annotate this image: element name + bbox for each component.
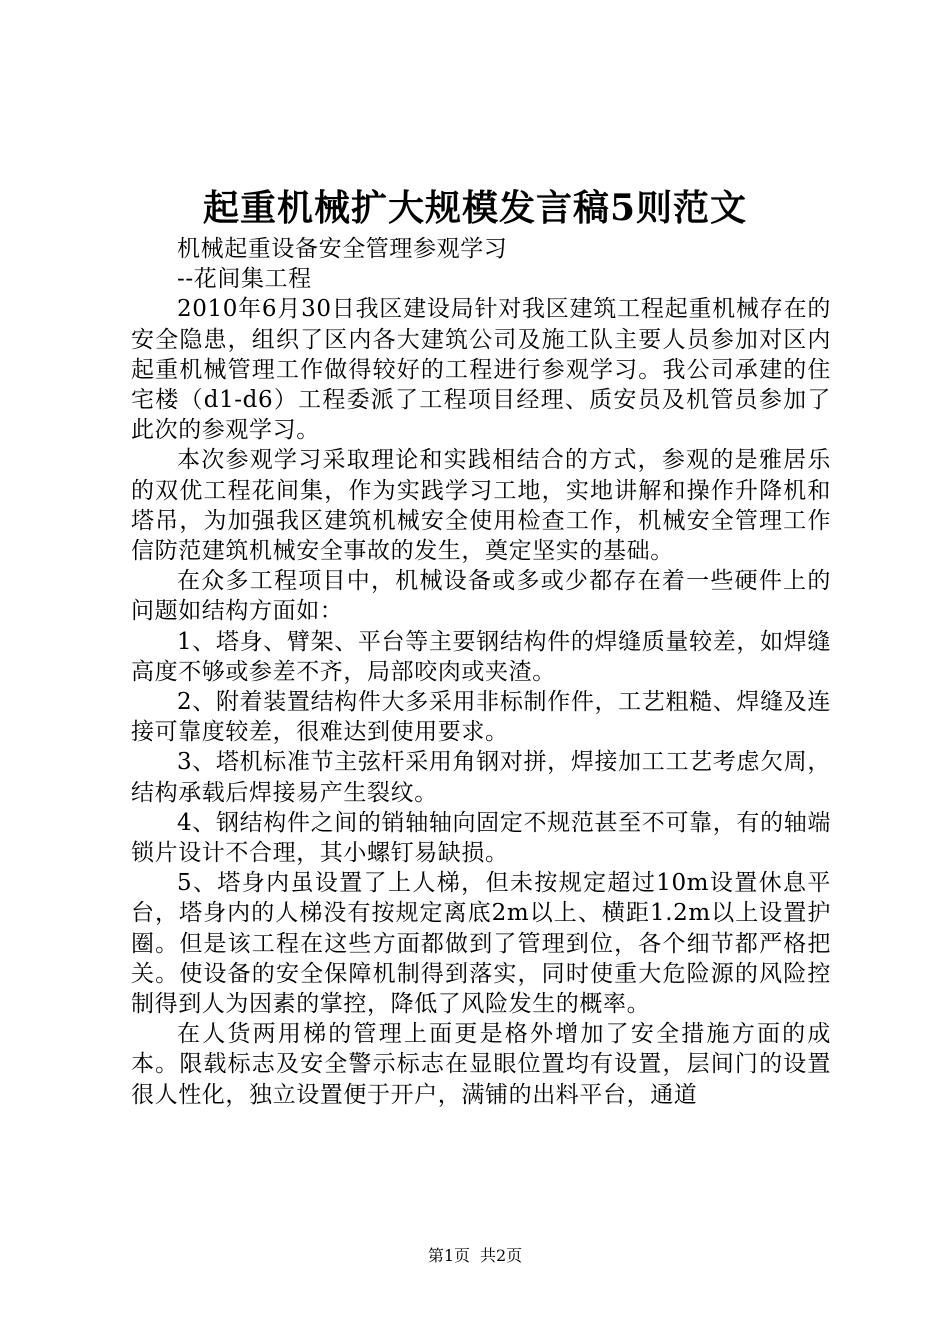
list-item-3: 3、塔机标准节主弦杆采用角钢对拼，焊接加工工艺考虑欠周，结构承载后焊接易产生裂纹。	[131, 749, 831, 806]
list-item-4: 4、钢结构件之间的销轴轴向固定不规范甚至不可靠，有的轴端锁片设计不合理，其小螺钉易缺损。	[131, 809, 831, 867]
document-body	[131, 234, 831, 1110]
page-number-current: 第1页	[427, 1246, 470, 1265]
page-number-total: 共2页	[480, 1246, 523, 1265]
list-item-2: 2、附着装置结构件大多采用非标制作件，工艺粗糙、焊缝及连接可靠度较差，很难达到使用要求。	[131, 689, 831, 746]
paragraph-2: 本次参观学习采取理论和实践相结合的方式，参观的是雅居乐的双优工程花间集，作为实践学习工地，实地讲解和操作升降机和塔吊，为加强我区建筑机械安全使用检查工作，机械安全管理工作信防范建筑机械安全事故的发生，奠定坚实的基础。	[131, 447, 831, 565]
subtitle-line-2: --花间集工程	[177, 266, 312, 293]
page-footer	[0, 1245, 950, 1267]
document-title: 起重机械扩大规模发言稿5则范文	[202, 187, 748, 229]
subtitle-line-1: 机械起重设备安全管理参观学习	[177, 236, 508, 262]
paragraph-3: 在众多工程项目中，机械设备或多或少都存在着一些硬件上的问题如结构方面如：	[131, 568, 831, 625]
list-item-5: 5、塔身内虽设置了上人梯，但未按规定超过10m设置休息平台，塔身内的人梯没有按规定离底2m以上、横距1.2m以上设置护圈。但是该工程在这些方面都做到了管理到位，各个细节都严格把关。使设备的安全保障机制得到落实，同时使重大危险源的风险控制得到人为因素的掌控，降低了风险发生的概率。	[131, 870, 831, 1018]
list-item-1: 1、塔身、臂架、平台等主要钢结构件的焊缝质量较差，如焊缝高度不够或参差不齐，局部咬肉或夹渣。	[131, 628, 831, 685]
paragraph-1: 2010年6月30日我区建设局针对我区建筑工程起重机械存在的安全隐患，组织了区内各大建筑公司及施工队主要人员参加对区内起重机械管理工作做得较好的工程进行参观学习。我公司承建的住宅楼（d1-d6）工程委派了工程项目经理、质安员及机管员参加了此次的参观学习。	[131, 296, 831, 444]
paragraph-4: 在人货两用梯的管理上面更是格外增加了安全措施方面的成本。限载标志及安全警示标志在显眼位置均有设置，层间门的设置很人性化，独立设置便于开户，满铺的出料平台，通道	[131, 1021, 831, 1108]
